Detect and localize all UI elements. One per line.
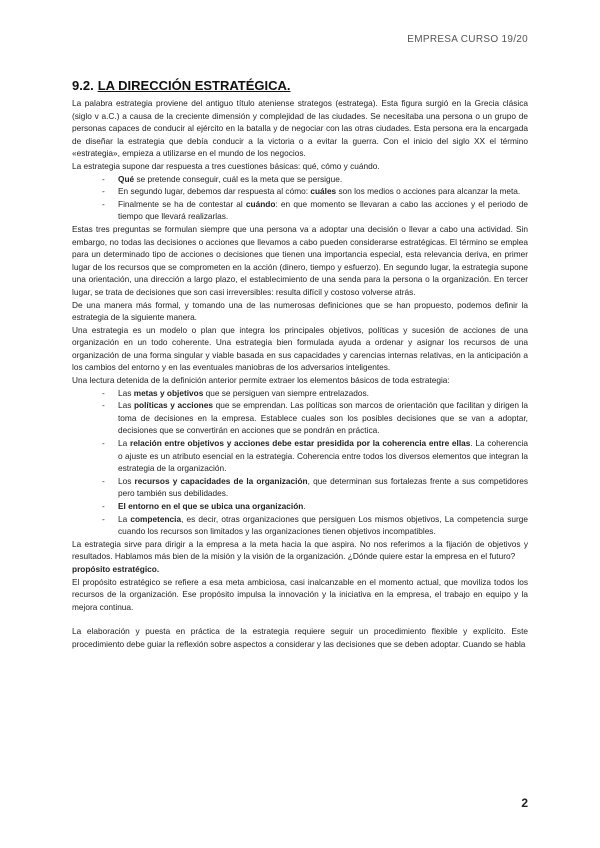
paragraph: De una manera más formal, y tomando una de las numerosas definiciones que se han propuesto, podemos definir la estrategia de la siguiente manera. — [72, 299, 528, 323]
list-item-bold: relación entre objetivos y acciones debe estar presidida por la coherencia entre ellas — [129, 438, 471, 449]
list-item-text: En segundo lugar, debemos dar respuesta al cómo: — [118, 186, 311, 197]
list-item — [104, 198, 528, 223]
list-item-text: Finalmente se ha de contestar al — [118, 198, 246, 209]
list-item-text: , es decir, otras organizaciones que persiguen Los mismos objetivos, La competencia surge cuando los recursos son limitados y las organizaciones tienen objetivos incompatibles. — [118, 513, 528, 537]
paragraph: La estrategia supone dar respuesta a tres cuestiones básicas: qué, cómo y cuándo. — [72, 160, 380, 171]
section-title — [72, 78, 528, 94]
list-item-text: La — [118, 438, 130, 449]
list-item — [104, 500, 528, 513]
list-item-text: Las — [118, 400, 134, 411]
paragraph: Estas tres preguntas se formulan siempre que una persona va a adoptar una decisión o llevar a cabo una actividad. Sin embargo, no todas las decisiones o acciones que llevamos a cabo pueden considerarse estratégicas. El término se emplea para un determinado tipo de acciones o decisiones que tienen una importancia especial, esta relevancia deriva, en primer lugar de los recursos que se comprometen en la acción (dinero, tiempo y esfuerzo). En segundo lugar, la estrategia supone una orientación, una dirección a largo plazo, el establecimiento de una senda para la persona o la organización. En tercer lugar, se trata de decisiones que son casi irreversibles: resulta difícil y costoso volverse atrás. — [72, 223, 528, 297]
list-item-bold: cuándo — [245, 198, 276, 209]
paragraph: La elaboración y puesta en práctica de la estrategia requiere seguir un procedimiento flexible y explícito. Este procedimiento debe guiar la reflexión sobre aspectos a considerar y las decisiones que se deben adoptar. Cuando se habla — [72, 626, 528, 649]
list-item — [104, 475, 528, 500]
list-item — [104, 387, 528, 400]
page-content — [72, 78, 528, 651]
page-header: EMPRESA CURSO 19/20 — [407, 34, 528, 45]
elements-list — [72, 387, 528, 538]
bold-heading: propósito estratégico. — [72, 563, 160, 574]
paragraph: La estrategia sirve para dirigir a la empresa a la meta hacia la que aspira. No nos referimos a la fijación de objetivos y resultados. Hablamos más bien de la misión y la visión de la organización. ¿Dónde quiere estar la empresa en el futuro? — [72, 538, 528, 562]
paragraph: Una estrategia es un modelo o plan que integra los principales objetivos, políticas y sucesión de acciones de una organización en un todo coherente. Una estrategia bien formulada ayuda a ordenar y asignar los recursos de una organización de una forma singular y viable basada en sus capacidades y carencias internas relativas, en la anticipación a los cambios del entorno y en las eventuales maniobras de los adversarios inteligentes. — [72, 324, 528, 373]
list-item-text: que se persiguen van siempre entrelazados. — [203, 387, 369, 398]
list-item-bold: El entorno en el que se ubica una organización — [118, 501, 304, 511]
section-number: 9.2. — [72, 78, 94, 93]
paragraph: Una lectura detenida de la definición anterior permite extraer los elementos básicos de toda estrategia: — [72, 375, 450, 386]
list-item-text: Las — [118, 387, 134, 398]
page-number: 2 — [521, 796, 528, 810]
list-item-bold: políticas y acciones — [133, 400, 213, 411]
list-item-bold: cuáles — [310, 186, 337, 197]
list-item-text: La — [118, 513, 131, 524]
paragraph: El propósito estratégico se refiere a esa meta ambiciosa, casi inalcanzable en el momento actual, que moviliza todos los recursos de la organización. Ese propósito impulsa la innovación y la iniciativa en la empresa, el trabajo en equipo y la mejora continua. — [72, 576, 528, 612]
list-item — [104, 173, 528, 186]
list-item — [104, 399, 528, 437]
list-item-text: , que determinan sus fortalezas frente a sus competidores pero también sus debilidades. — [118, 475, 528, 499]
list-item-bold: competencia — [130, 513, 182, 524]
paragraph: La palabra estrategia proviene del antiguo título ateniense strategos (estratega). Esta figura surgió en la Grecia clásica (siglo v a.C.) a causa de la creciente dimensión y complejidad de las ciudades. Se necesitaba una persona o un grupo de personas capaces de conducir al ejército en la batalla y de negociar con las otras ciudades. Esta persona era la encargada de diseñar la estrategia que debía conducir a la victoria o a evitar la guerra. Con el inicio del siglo XX el término «estrategia», empieza a utilizarse en el mundo de los negocios. — [72, 98, 528, 159]
list-item-text: que se emprendan. Las políticas son marcos de orientación que facilitan y dirigen la toma de decisiones en la empresa. Establece cuales son los posibles decisiones que se van a adoptar, decisiones que se convertirán en acciones que se pondrán en práctica. — [118, 400, 528, 436]
list-item-bold: recursos y capacidades de la organización — [134, 475, 308, 486]
list-item — [104, 185, 528, 198]
list-item — [104, 437, 528, 475]
list-item-text: . — [303, 501, 306, 511]
paragraph-bold — [72, 563, 528, 576]
paragraph-gap — [72, 613, 528, 625]
list-item-text: Los — [118, 475, 135, 486]
questions-list — [72, 173, 528, 223]
section-title-text: LA DIRECCIÓN ESTRATÉGICA. — [97, 78, 291, 93]
list-item-bold: metas y objetivos — [133, 387, 204, 398]
list-item-bold: Qué — [118, 173, 135, 184]
list-item-text: son los medios o acciones para alcanzar la meta. — [336, 186, 521, 197]
list-item-text: . La coherencia o ajuste es un atributo esencial en la estrategia. Coherencia entre todos los diversos elementos que integran la estrategia de la organización. — [118, 438, 528, 474]
list-item-text: : en que momento se llevaran a cabo las acciones y el periodo de tiempo que llevará realizarlas. — [118, 198, 528, 222]
list-item — [104, 513, 528, 538]
list-item-text: se pretende conseguir, cuál es la meta que se persigue. — [134, 173, 343, 184]
